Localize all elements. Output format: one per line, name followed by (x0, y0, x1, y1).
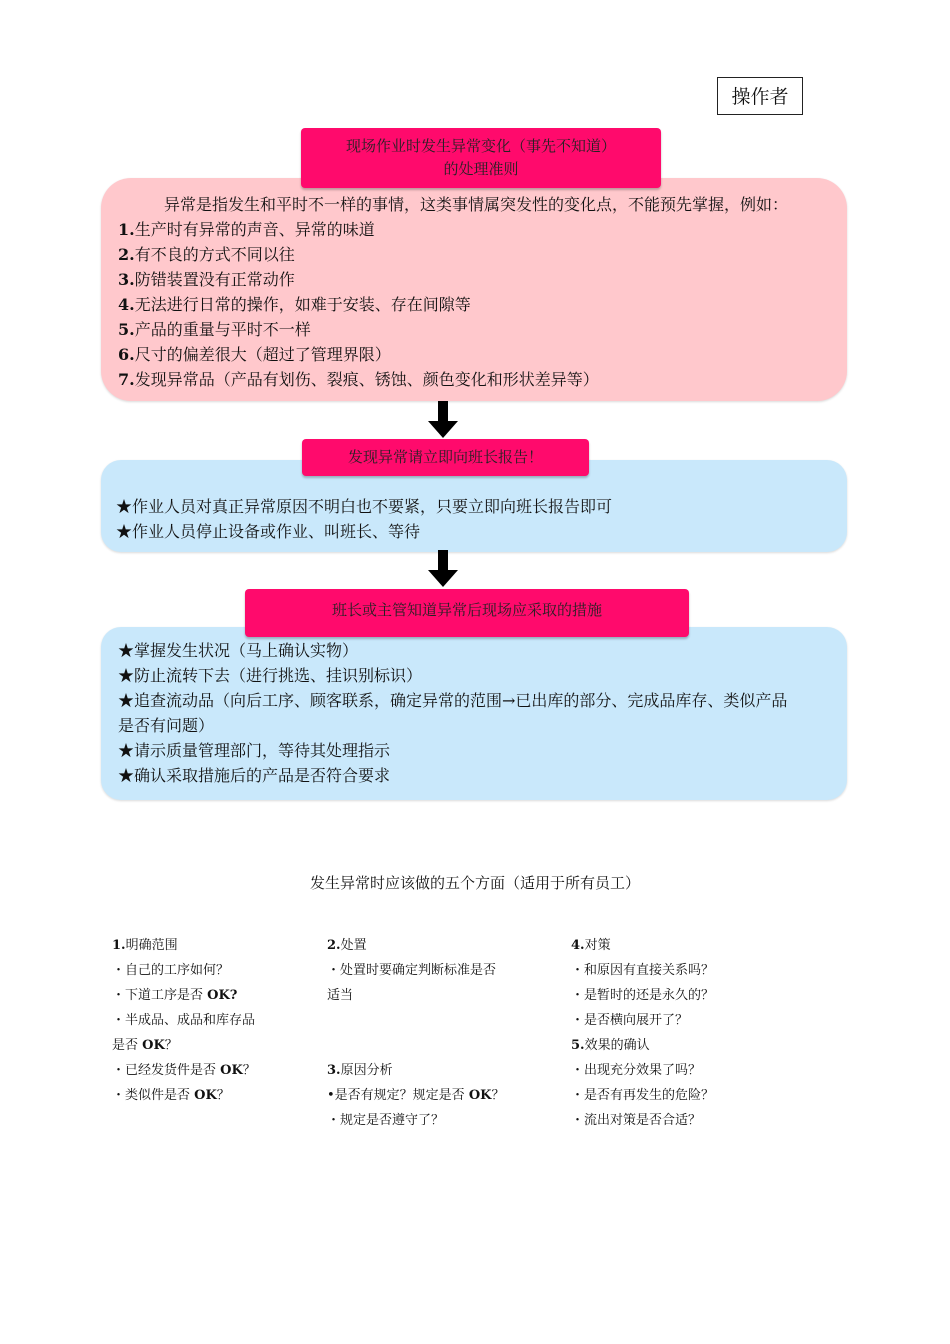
list-item: ★作业人员停止设备或作业、叫班长、等待 (116, 522, 421, 541)
list-item: 7.发现异常品（产品有划伤、裂痕、锈蚀、颜色变化和形状差异等） (118, 370, 599, 389)
list-item: ・是暂时的还是永久的？ (571, 988, 715, 1003)
list-item: 适当 (327, 988, 354, 1003)
aspect-heading: 5.效果的确认 (571, 1038, 650, 1053)
list-item: ・已经发货件是否 OK？ (112, 1063, 256, 1078)
aspect-heading: 3.原因分析 (327, 1063, 393, 1078)
section3-title-tag: 班长或主管知道异常后现场应采取的措施 (245, 589, 689, 637)
list-item: ・是否横向展开了？ (571, 1013, 689, 1028)
section2-list (116, 494, 612, 544)
aspect-column-countermeasure (571, 933, 771, 1133)
section1-intro: 异常是指发生和平时不一样的事情，这类事情属突发性的变化点，不能预先掌握，例如： (164, 195, 789, 214)
list-item: ・和原因有直接关系吗？ (571, 963, 715, 978)
aspect-heading: 2.处置 (327, 938, 367, 953)
aspect-column-scope (112, 933, 312, 1108)
list-item: ・出现充分效果了吗？ (571, 1063, 702, 1078)
list-item: 3.防错装置没有正常动作 (118, 270, 295, 289)
list-item: ・流出对策是否合适？ (571, 1113, 702, 1128)
down-arrow-icon (428, 550, 458, 588)
section1-title-tag (301, 128, 661, 188)
list-item: ・下道工序是否 OK? (112, 988, 238, 1003)
list-item: 1.生产时有异常的声音、异常的味道 (118, 220, 375, 239)
list-item: ・自己的工序如何？ (112, 963, 230, 978)
aspect-heading: 1.明确范围 (112, 938, 178, 953)
aspect-column-handling (327, 933, 547, 1133)
list-item: ・类似件是否 OK？ (112, 1088, 230, 1103)
list-item: ・规定是否遵守了？ (327, 1113, 445, 1128)
list-item: ★确认采取措施后的产品是否符合要求 (118, 766, 391, 785)
list-item: ・半成品、成品和库存品 (112, 1013, 256, 1028)
section1-title-line2: 的处理准则 (443, 160, 519, 178)
list-item: ★追查流动品（向后工序、顾客联系，确定异常的范围→已出库的部分、完成品库存、类似产品 (118, 691, 788, 710)
list-item: 是否有问题） (118, 716, 215, 735)
list-item: 4.无法进行日常的操作，如难于安装、存在间隙等 (118, 295, 471, 314)
operator-label: 操作者 (717, 77, 803, 115)
list-item: ★防止流转下去（进行挑选、挂识别标识） (118, 666, 423, 685)
list-item: 是否 OK？ (112, 1038, 178, 1053)
list-item: 2.有不良的方式不同以往 (118, 245, 295, 264)
aspect-heading: 4.对策 (571, 938, 611, 953)
list-item: •是否有规定？规定是否 OK？ (327, 1088, 505, 1103)
list-item: ★作业人员对真正异常原因不明白也不要紧，只要立即向班长报告即可 (116, 497, 613, 516)
section1-title-line1: 现场作业时发生异常变化（事先不知道） (345, 137, 616, 155)
spacer (327, 1008, 547, 1058)
list-item: ・处置时要确定判断标准是否 (327, 963, 497, 978)
list-item: ・是否有再发生的危险？ (571, 1088, 715, 1103)
section1-list (118, 217, 599, 392)
list-item: ★掌握发生状况（马上确认实物） (118, 641, 359, 660)
list-item: 5.产品的重量与平时不一样 (118, 320, 311, 339)
section2-title-tag: 发现异常请立即向班长报告！ (302, 439, 589, 476)
five-aspects-title: 发生异常时应该做的五个方面（适用于所有员工） (309, 874, 640, 892)
down-arrow-icon (428, 401, 458, 439)
list-item: 6.尺寸的偏差很大（超过了管理界限） (118, 345, 391, 364)
section3-list (118, 638, 787, 788)
list-item: ★请示质量管理部门，等待其处理指示 (118, 741, 391, 760)
